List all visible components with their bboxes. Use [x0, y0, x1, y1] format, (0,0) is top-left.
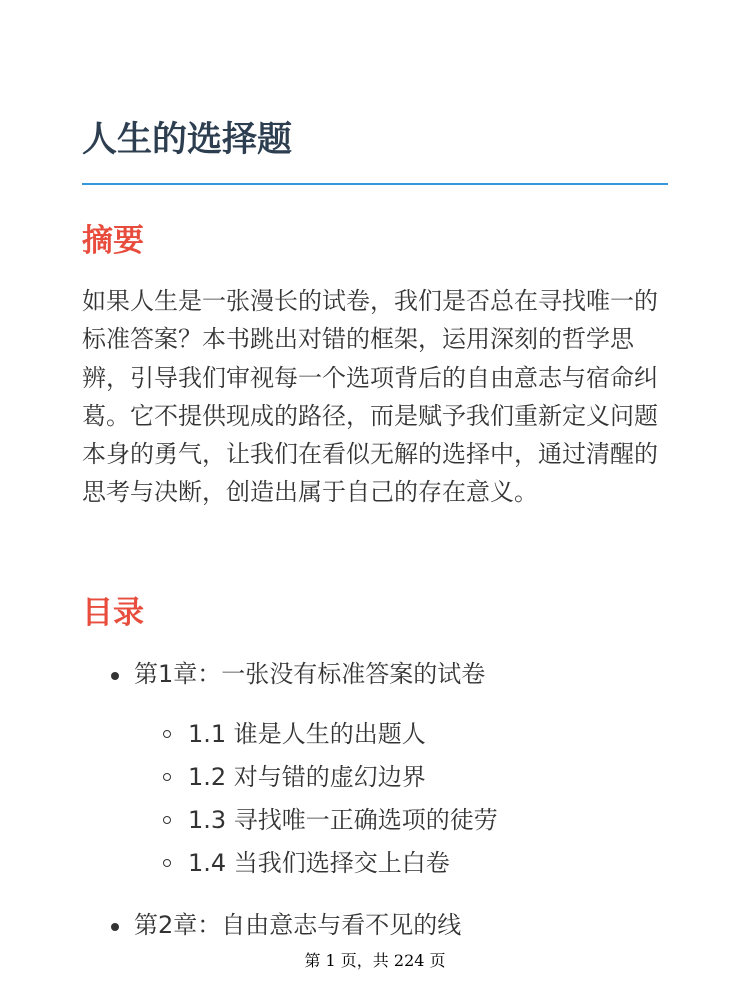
summary-heading: 摘要	[82, 223, 144, 259]
section-item	[82, 713, 668, 756]
chapter-1-sections	[82, 713, 668, 885]
section-label: 1.2 对与错的虚幻边界	[188, 763, 426, 791]
filled-bullet-icon	[111, 923, 119, 931]
title-divider	[82, 183, 668, 185]
chapter-item	[82, 655, 668, 693]
hollow-bullet-icon	[163, 816, 171, 824]
toc-chapter-2	[82, 906, 668, 944]
filled-bullet-icon	[111, 672, 119, 680]
section-label: 1.4 当我们选择交上白卷	[188, 849, 450, 877]
chapter-item	[82, 906, 668, 944]
toc-chapter-1	[82, 655, 668, 885]
page-number-footer: 第 1 页，共 224 页	[304, 951, 446, 970]
section-label: 1.3 寻找唯一正确选项的徒劳	[188, 806, 498, 834]
chapter-label: 第1章：一张没有标准答案的试卷	[134, 660, 486, 688]
book-title: 人生的选择题	[82, 120, 293, 160]
section-item	[82, 756, 668, 799]
section-item	[82, 842, 668, 885]
hollow-bullet-icon	[163, 859, 171, 867]
hollow-bullet-icon	[163, 730, 171, 738]
chapter-label: 第2章：自由意志与看不见的线	[134, 911, 462, 939]
section-label: 1.1 谁是人生的出题人	[188, 720, 426, 748]
section-item	[82, 799, 668, 842]
summary-paragraph: 如果人生是一张漫长的试卷，我们是否总在寻找唯一的标准答案？本书跳出对错的框架，运用深刻的哲学思辨，引导我们审视每一个选项背后的自由意志与宿命纠葛。它不提供现成的路径，而是赋予我们重新定义问题本身的勇气，让我们在看似无解的选择中，通过清醒的思考与决断，创造出属于自己的存在意义。	[82, 287, 658, 507]
table-of-contents	[82, 655, 668, 944]
hollow-bullet-icon	[163, 773, 171, 781]
toc-heading: 目录	[82, 595, 144, 631]
